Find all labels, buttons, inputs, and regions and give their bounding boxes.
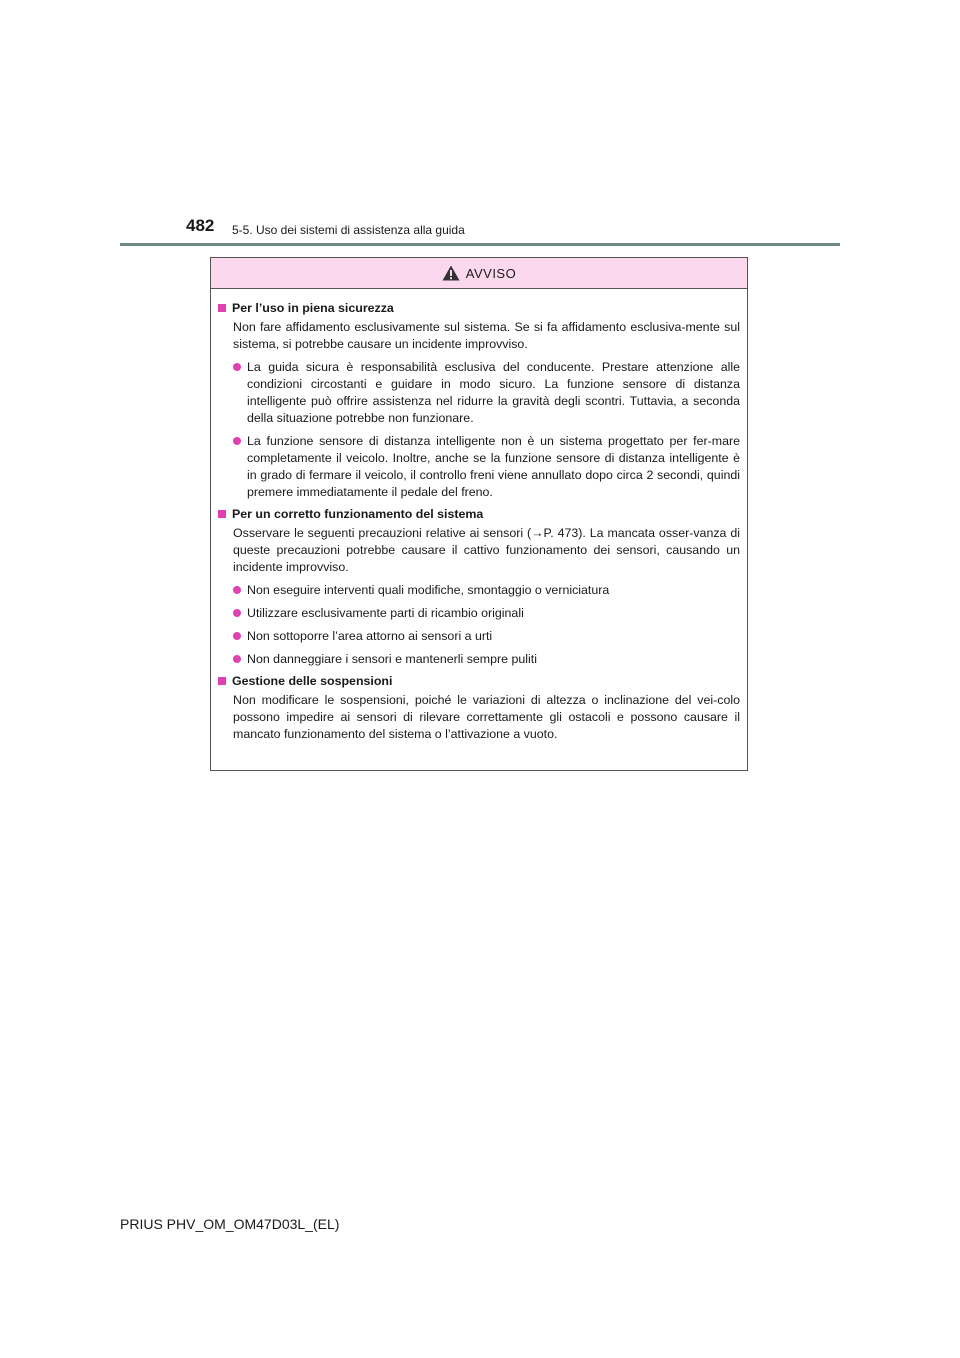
- list-item: [233, 582, 740, 599]
- warning-body: [211, 289, 747, 743]
- list-item: [233, 628, 740, 645]
- warning-triangle-icon: [442, 265, 460, 281]
- header-divider: [120, 243, 840, 246]
- section-paragraph: Osservare le seguenti precauzioni relative ai sensori (→P. 473). La mancata osser-vanza di queste precauzioni potrebbe causare il cattivo funzionamento dei sensori, causando un incidente improvviso.: [233, 526, 740, 574]
- section-paragraph: Non modificare le sospensioni, poiché le variazioni di altezza o inclinazione del vei-colo possono impedire ai sensori di rilevare correttamente gli ostacoli e possono causare il mancato funzionamento del sistema o l’attivazione a vuoto.: [233, 693, 740, 741]
- list-item-text: La guida sicura è responsabilità esclusiva del conducente. Prestare attenzione alle condizioni circostanti e guidare in modo sicuro. La funzione sensore di distanza intelligente può offrire assistenza nel ridurre la gravità degli scontri. Tuttavia, a seconda della situazione potrebbe non funzionare.: [247, 360, 740, 425]
- list-item-text: Non eseguire interventi quali modifiche, smontaggio o verniciatura: [247, 583, 610, 597]
- square-bullet-icon: [218, 677, 226, 685]
- document-code: PRIUS PHV_OM_OM47D03L_(EL): [120, 1216, 340, 1232]
- square-bullet-icon: [218, 304, 226, 312]
- round-bullet-icon: [233, 632, 241, 640]
- list-item-text: Non danneggiare i sensori e mantenerli sempre puliti: [247, 652, 537, 666]
- section-heading-text: Per un corretto funzionamento del sistema: [232, 507, 484, 521]
- section-title: 5-5. Uso dei sistemi di assistenza alla guida: [232, 223, 465, 237]
- section-paragraph: Non fare affidamento esclusivamente sul sistema. Se si fa affidamento esclusiva-mente sul sistema, si potrebbe causare un incidente improvviso.: [233, 320, 740, 351]
- round-bullet-icon: [233, 609, 241, 617]
- round-bullet-icon: [233, 655, 241, 663]
- section-heading-text: Per l’uso in piena sicurezza: [232, 301, 394, 315]
- list-item: [233, 651, 740, 668]
- list-item: [233, 359, 740, 427]
- square-bullet-icon: [218, 510, 226, 518]
- list-item: [233, 433, 740, 501]
- round-bullet-icon: [233, 437, 241, 445]
- warning-box: [210, 257, 748, 771]
- list-item-text: Non sottoporre l’area attorno ai sensori a urti: [247, 629, 493, 643]
- section-heading: [218, 300, 740, 317]
- section-heading: [218, 673, 740, 690]
- section-heading: [218, 506, 740, 523]
- warning-header: [211, 258, 747, 289]
- warning-title: AVVISO: [465, 265, 517, 281]
- page-number: 482: [186, 216, 215, 235]
- round-bullet-icon: [233, 586, 241, 594]
- list-item-text: Utilizzare esclusivamente parti di ricambio originali: [247, 606, 524, 620]
- list-item: [233, 605, 740, 622]
- list-item-text: La funzione sensore di distanza intelligente non è un sistema progettato per fer-mare completamente il veicolo. Inoltre, anche se la funzione sensore di distanza intelligente è in grado di fermare il veicolo, il controllo freni viene annullato dopo circa 2 secondi, quindi premere immediatamente il pedale del freno.: [247, 434, 740, 499]
- round-bullet-icon: [233, 363, 241, 371]
- section-heading-text: Gestione delle sospensioni: [232, 674, 393, 688]
